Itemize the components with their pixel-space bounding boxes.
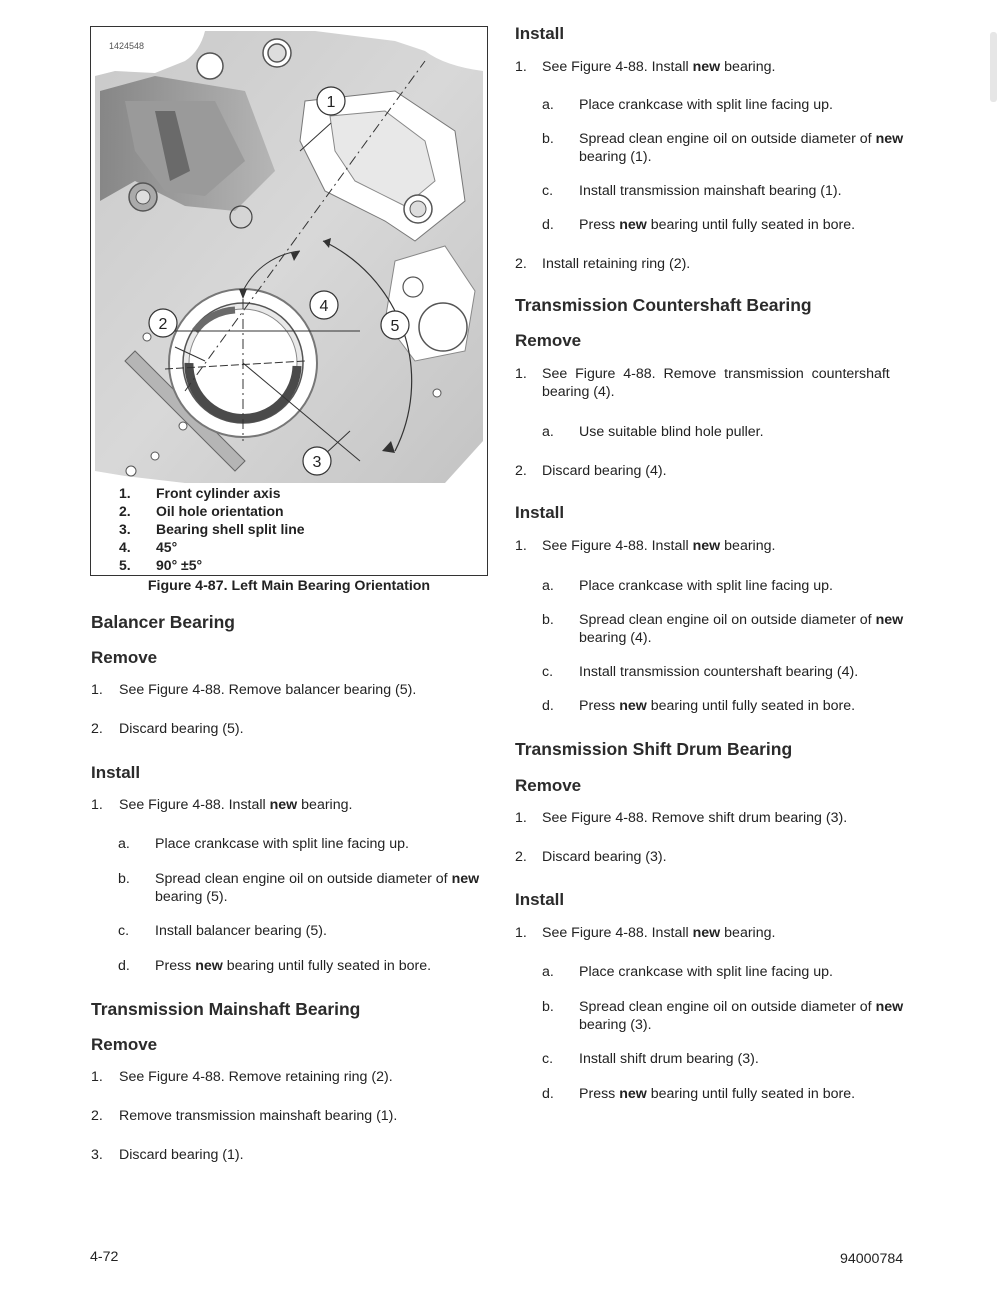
svg-text:1: 1 — [326, 94, 336, 111]
subsection-title-remove: Remove — [91, 648, 158, 667]
callout-1 — [317, 87, 345, 115]
figure-caption: Figure 4-87. Left Main Bearing Orientation — [147, 578, 431, 594]
step-item: 1. See Figure 4-88. Remove shift drum bearing (3). — [515, 810, 848, 826]
subsection-title-install: Install — [515, 503, 565, 522]
step-item: 1. See Figure 4-88. Remove balancer bearing (5). — [91, 682, 417, 698]
substep-item: c. Install shift drum bearing (3). — [542, 1051, 759, 1067]
step-item: 2. Discard bearing (3). — [515, 849, 667, 865]
step-item: 1. See Figure 4-88. Remove retaining ring (2). — [91, 1069, 393, 1085]
substep-item: b. Spread clean engine oil on outside diameter of new bearing (1). — [542, 131, 904, 165]
legend-item: 1. Front cylinder axis — [119, 485, 281, 501]
section-title-shift-drum: Transmission Shift Drum Bearing — [515, 739, 793, 759]
scrollbar-thumb[interactable] — [990, 32, 997, 102]
page-number: 4-72 — [90, 1249, 119, 1265]
substep-item: d. Press new bearing until fully seated in bore. — [118, 958, 432, 974]
step-item: 2. Remove transmission mainshaft bearing (1). — [91, 1108, 398, 1124]
substep-item: b. Spread clean engine oil on outside diameter of new bearing (4). — [542, 612, 904, 646]
callout-5 — [381, 311, 409, 339]
step-item: 3. Discard bearing (1). — [91, 1147, 244, 1163]
substep-item: a. Place crankcase with split line facing up. — [542, 97, 833, 113]
step-item: 2. Install retaining ring (2). — [515, 256, 691, 272]
step-item: 1. See Figure 4-88. Install new bearing. — [515, 538, 776, 554]
subsection-title-remove: Remove — [515, 331, 582, 350]
substep-item: c. Install transmission mainshaft bearing (1). — [542, 183, 842, 199]
step-item: 2. Discard bearing (4). — [515, 463, 667, 479]
substep-item: c. Install balancer bearing (5). — [118, 923, 327, 939]
legend-item: 2. Oil hole orientation — [119, 503, 284, 519]
callout-3 — [303, 447, 331, 475]
subsection-title-install: Install — [91, 763, 141, 782]
substep-item: a. Place crankcase with split line facing up. — [118, 836, 409, 852]
legend-item: 3. Bearing shell split line — [119, 521, 305, 537]
substep-item: a. Place crankcase with split line facing up. — [542, 578, 833, 594]
subsection-title-remove: Remove — [515, 776, 582, 795]
subsection-title-remove: Remove — [91, 1035, 158, 1054]
step-item: 2. Discard bearing (5). — [91, 721, 244, 737]
callout-4 — [310, 291, 338, 319]
step-item: 1. See Figure 4-88. Install new bearing. — [515, 59, 776, 75]
legend-item: 5. 90° ±5° — [119, 557, 203, 573]
legend-item: 4. 45° — [119, 539, 178, 555]
svg-text:5: 5 — [390, 318, 400, 335]
substep-item: d. Press new bearing until fully seated in bore. — [542, 698, 856, 714]
section-title-balancer: Balancer Bearing — [91, 612, 235, 632]
substep-item: a. Use suitable blind hole puller. — [542, 424, 764, 440]
section-title-mainshaft: Transmission Mainshaft Bearing — [91, 999, 361, 1019]
svg-text:3: 3 — [312, 454, 322, 471]
figure-frame — [90, 26, 488, 576]
document-number: 94000784 — [840, 1251, 904, 1267]
step-item: 1. See Figure 4-88. Remove transmission countershaft bearing (4). — [515, 366, 890, 400]
substep-item: c. Install transmission countershaft bearing (4). — [542, 664, 859, 680]
substep-item: b. Spread clean engine oil on outside diameter of new bearing (3). — [542, 999, 904, 1033]
substep-item: d. Press new bearing until fully seated in bore. — [542, 217, 856, 233]
step-item: 1. See Figure 4-88. Install new bearing. — [515, 925, 776, 941]
subsection-title-install: Install — [515, 24, 565, 43]
section-title-countershaft: Transmission Countershaft Bearing — [515, 295, 812, 315]
callout-2 — [149, 309, 177, 337]
svg-text:2: 2 — [158, 316, 168, 333]
crankcase-illustration — [95, 31, 483, 483]
subsection-title-install: Install — [515, 890, 565, 909]
substep-item: b. Spread clean engine oil on outside diameter of new bearing (5). — [118, 871, 480, 905]
substep-item: a. Place crankcase with split line facing up. — [542, 964, 833, 980]
step-item: 1. See Figure 4-88. Install new bearing. — [91, 797, 353, 813]
svg-text:4: 4 — [319, 298, 329, 315]
figure-id-code: 1424548 — [109, 41, 145, 51]
substep-item: d. Press new bearing until fully seated in bore. — [542, 1086, 856, 1102]
